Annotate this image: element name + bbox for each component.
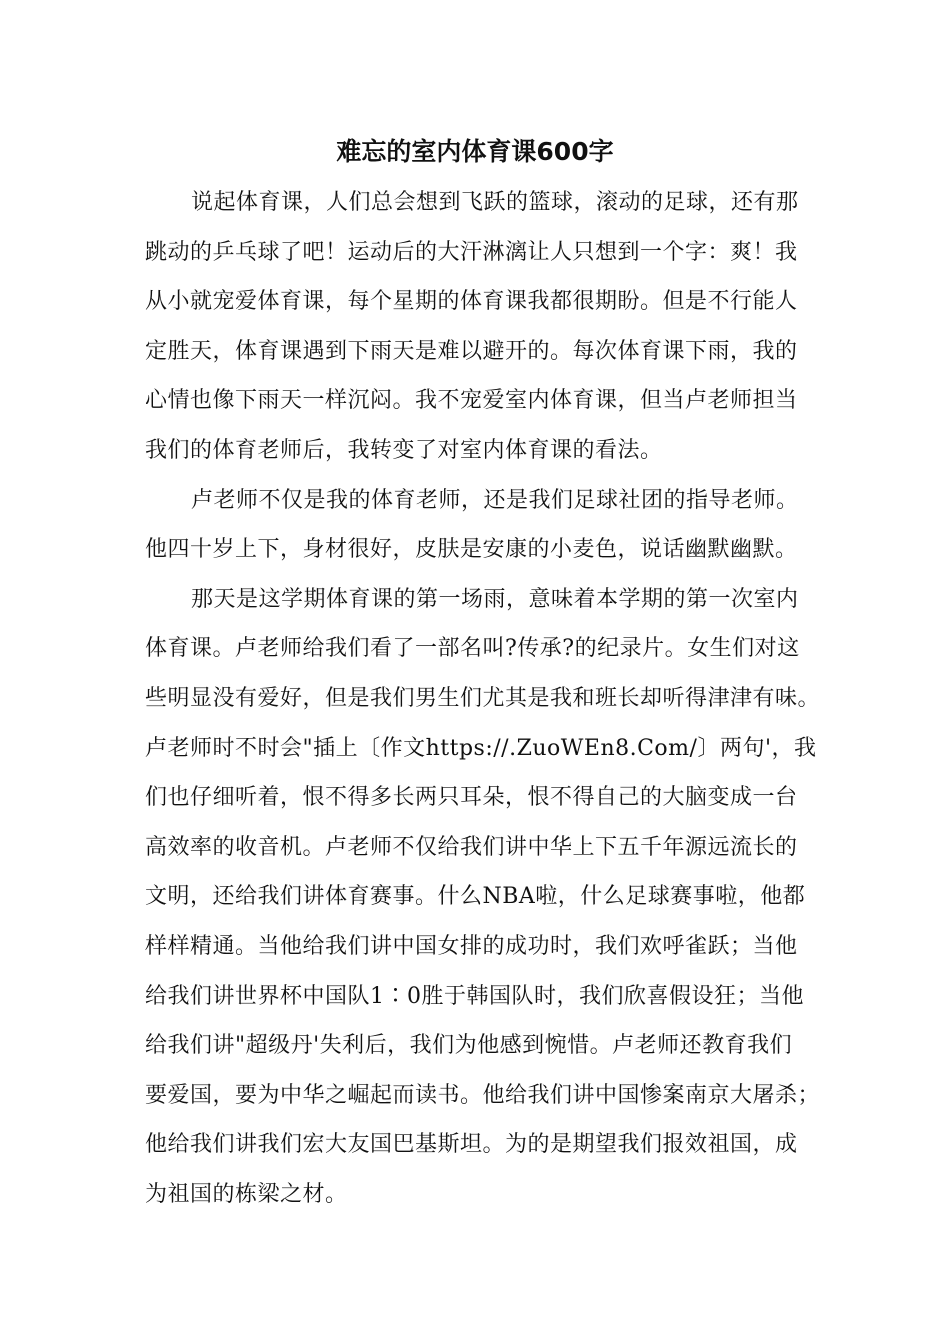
text-line: 他四十岁上下，身材很好，皮肤是安康的小麦色，说话幽默幽默。 <box>145 537 798 563</box>
text-line: 给我们讲世界杯中国队1∶0胜于韩国队时，我们欣喜假设狂；当他 <box>145 983 804 1009</box>
text-line: 那天是这学期体育课的第一场雨，意味着本学期的第一次室内 <box>191 586 799 612</box>
text-line: 样样精通。当他给我们讲中国女排的成功时，我们欢呼雀跃；当他 <box>145 933 798 959</box>
text-line: 从小就宠爱体育课，每个星期的体育课我都很期盼。但是不行能人 <box>145 289 798 315</box>
text-line: 卢老师时不时会"插上〔作文https://.ZuoWEn8.Com/〕两句'，我 <box>145 735 817 761</box>
text-line: 们也仔细听着，恨不得多长两只耳朵，恨不得自己的大脑变成一台 <box>145 785 798 811</box>
document-body <box>145 178 821 1219</box>
text-line: 他给我们讲我们宏大友国巴基斯坦。为的是期望我们报效祖国，成 <box>145 1132 798 1158</box>
document-title: 难忘的室内体育课600字 <box>336 137 614 166</box>
text-line: 文明，还给我们讲体育赛事。什么NBA啦，什么足球赛事啦，他都 <box>145 884 806 910</box>
text-line: 给我们讲"超级丹'失利后，我们为他感到惋惜。卢老师还教育我们 <box>145 1033 793 1059</box>
paragraph-2 <box>145 476 810 575</box>
text-line: 体育课。卢老师给我们看了一部名叫?传承?的纪录片。女生们对这 <box>145 636 800 662</box>
text-line: 要爱国，要为中华之崛起而读书。他给我们讲中国惨案南京大屠杀； <box>145 1082 821 1108</box>
paragraph-3 <box>145 575 821 1220</box>
text-line: 跳动的乒乓球了吧！运动后的大汗淋漓让人只想到一个字：爽！我 <box>145 239 798 265</box>
text-line: 些明显没有爱好，但是我们男生们尤其是我和班长却听得津津有味。 <box>145 685 821 711</box>
text-line: 高效率的收音机。卢老师不仅给我们讲中华上下五千年源远流长的 <box>145 834 798 860</box>
text-line: 心情也像下雨天一样沉闷。我不宠爱室内体育课，但当卢老师担当 <box>145 388 798 414</box>
text-line: 卢老师不仅是我的体育老师，还是我们足球社团的指导老师。 <box>191 487 799 513</box>
text-line: 说起体育课，人们总会想到飞跃的篮球，滚动的足球，还有那 <box>191 190 799 215</box>
paragraph-1 <box>145 178 810 476</box>
text-line: 定胜天，体育课遇到下雨天是难以避开的。每次体育课下雨，我的 <box>145 338 798 364</box>
text-line: 我们的体育老师后，我转变了对室内体育课的看法。 <box>145 437 663 463</box>
text-line: 为祖国的栋梁之材。 <box>145 1181 348 1207</box>
